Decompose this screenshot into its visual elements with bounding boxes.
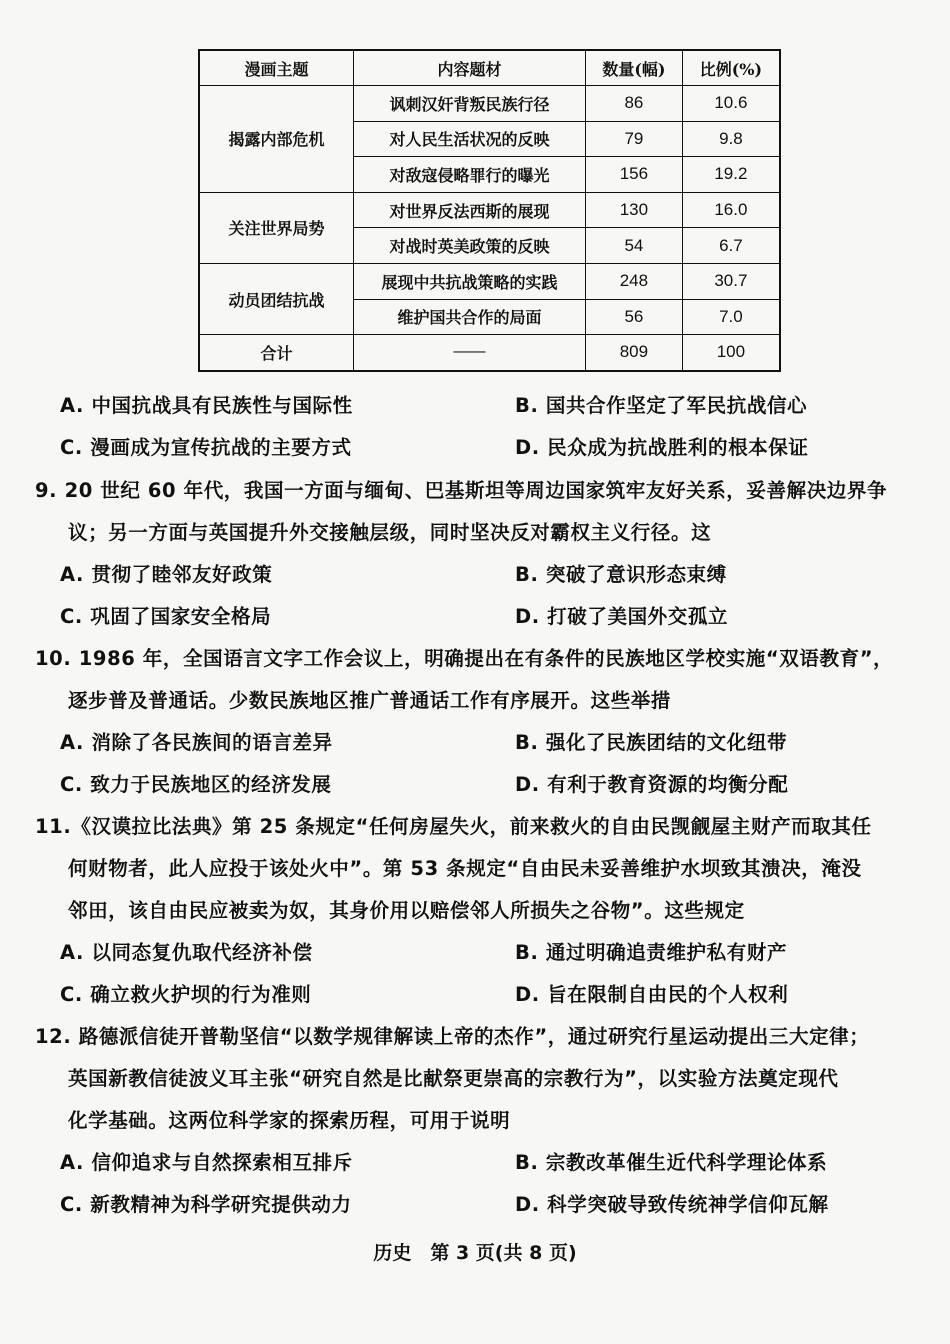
theme-cell: 动员团结抗战	[199, 263, 353, 334]
q11-stem-line1: 11.《汉谟拉比法典》第 25 条规定“任何房屋失火，前来救火的自由民觊觎屋主财产而取其任	[35, 815, 872, 838]
header-content: 内容题材	[353, 50, 585, 86]
count-cell: 86	[586, 86, 683, 122]
q12-option-a: A. 信仰追求与自然探索相互排斥	[60, 1151, 353, 1174]
q10-option-d: D. 有利于教育资源的均衡分配	[515, 773, 789, 796]
ratio-cell: 19.2	[682, 157, 780, 193]
total-ratio: 100	[682, 335, 780, 371]
count-cell: 54	[586, 228, 683, 264]
q11-option-d: D. 旨在限制自由民的个人权利	[515, 983, 789, 1006]
q10-stem-line2: 逐步普及普通话。少数民族地区推广普通话工作有序展开。这些举措	[68, 689, 672, 712]
q10-option-a: A. 消除了各民族间的语言差异	[60, 731, 333, 754]
table-row	[199, 86, 780, 122]
content-cell: 讽刺汉奸背叛民族行径	[353, 86, 585, 122]
header-theme: 漫画主题	[199, 50, 353, 86]
q9-stem-line1: 9. 20 世纪 60 年代，我国一方面与缅甸、巴基斯坦等周边国家筑牢友好关系，妥善解决边界争	[35, 479, 888, 502]
content-cell: 展现中共抗战策略的实践	[353, 263, 585, 299]
q8-option-c: C. 漫画成为宣传抗战的主要方式	[60, 436, 352, 459]
q9-option-b: B. 突破了意识形态束缚	[515, 563, 727, 586]
header-count: 数量(幅)	[586, 50, 683, 86]
ratio-cell: 6.7	[682, 228, 780, 264]
q11-option-b: B. 通过明确追责维护私有财产	[515, 941, 788, 964]
theme-cell: 关注世界局势	[199, 192, 353, 263]
ratio-cell: 10.6	[682, 86, 780, 122]
q9-stem-line2: 议；另一方面与英国提升外交接触层级，同时坚决反对霸权主义行径。这	[68, 521, 712, 544]
count-cell: 156	[586, 157, 683, 193]
content-cell: 对人民生活状况的反映	[353, 121, 585, 157]
q11-stem-line2: 何财物者，此人应投于该处火中”。第 53 条规定“自由民未妥善维护水坝致其溃决，淹没	[68, 857, 862, 880]
q11-option-a: A. 以同态复仇取代经济补偿	[60, 941, 313, 964]
count-cell: 56	[586, 299, 683, 335]
table-row	[199, 263, 780, 299]
q12-stem-line3: 化学基础。这两位科学家的探索历程，可用于说明	[68, 1109, 511, 1132]
q12-option-c: C. 新教精神为科学研究提供动力	[60, 1193, 352, 1216]
content-cell: 对敌寇侵略罪行的曝光	[353, 157, 585, 193]
page-footer: 历史 第 3 页(共 8 页)	[373, 1242, 577, 1264]
cartoon-statistics-table	[198, 49, 781, 372]
q12-stem-line1: 12. 路德派信徒开普勒坚信“以数学规律解读上帝的杰作”，通过研究行星运动提出三大定律；	[35, 1025, 870, 1048]
content-cell: 对世界反法西斯的展现	[353, 192, 585, 228]
q9-option-c: C. 巩固了国家安全格局	[60, 605, 272, 628]
content-cell: 对战时英美政策的反映	[353, 228, 585, 264]
q10-option-c: C. 致力于民族地区的经济发展	[60, 773, 332, 796]
count-cell: 248	[586, 263, 683, 299]
q9-option-d: D. 打破了美国外交孤立	[515, 605, 729, 628]
q11-stem-line3: 邻田，该自由民应被卖为奴，其身价用以赔偿邻人所损失之谷物”。这些规定	[68, 899, 745, 922]
total-count: 809	[586, 335, 683, 371]
ratio-cell: 16.0	[682, 192, 780, 228]
table-header-row	[199, 50, 780, 86]
q12-option-d: D. 科学突破导致传统神学信仰瓦解	[515, 1193, 829, 1216]
theme-cell: 揭露内部危机	[199, 86, 353, 193]
count-cell: 130	[586, 192, 683, 228]
q8-option-a: A. 中国抗战具有民族性与国际性	[60, 394, 353, 417]
q10-stem-line1: 10. 1986 年，全国语言文字工作会议上，明确提出在有条件的民族地区学校实施“双语教育”，	[35, 647, 894, 670]
q12-stem-line2: 英国新教信徒波义耳主张“研究自然是比献祭更崇高的宗教行为”，以实验方法奠定现代	[68, 1067, 839, 1090]
q8-option-b: B. 国共合作坚定了军民抗战信心	[515, 394, 808, 417]
content-cell: 维护国共合作的局面	[353, 299, 585, 335]
q9-option-a: A. 贯彻了睦邻友好政策	[60, 563, 273, 586]
table-row	[199, 192, 780, 228]
count-cell: 79	[586, 121, 683, 157]
q8-option-d: D. 民众成为抗战胜利的根本保证	[515, 436, 809, 459]
ratio-cell: 30.7	[682, 263, 780, 299]
total-content: ——	[353, 335, 585, 371]
ratio-cell: 9.8	[682, 121, 780, 157]
ratio-cell: 7.0	[682, 299, 780, 335]
q11-option-c: C. 确立救火护坝的行为准则	[60, 983, 312, 1006]
table-total-row	[199, 335, 780, 371]
total-label: 合计	[199, 335, 353, 371]
header-ratio: 比例(%)	[682, 50, 780, 86]
q12-option-b: B. 宗教改革催生近代科学理论体系	[515, 1151, 828, 1174]
q10-option-b: B. 强化了民族团结的文化纽带	[515, 731, 788, 754]
